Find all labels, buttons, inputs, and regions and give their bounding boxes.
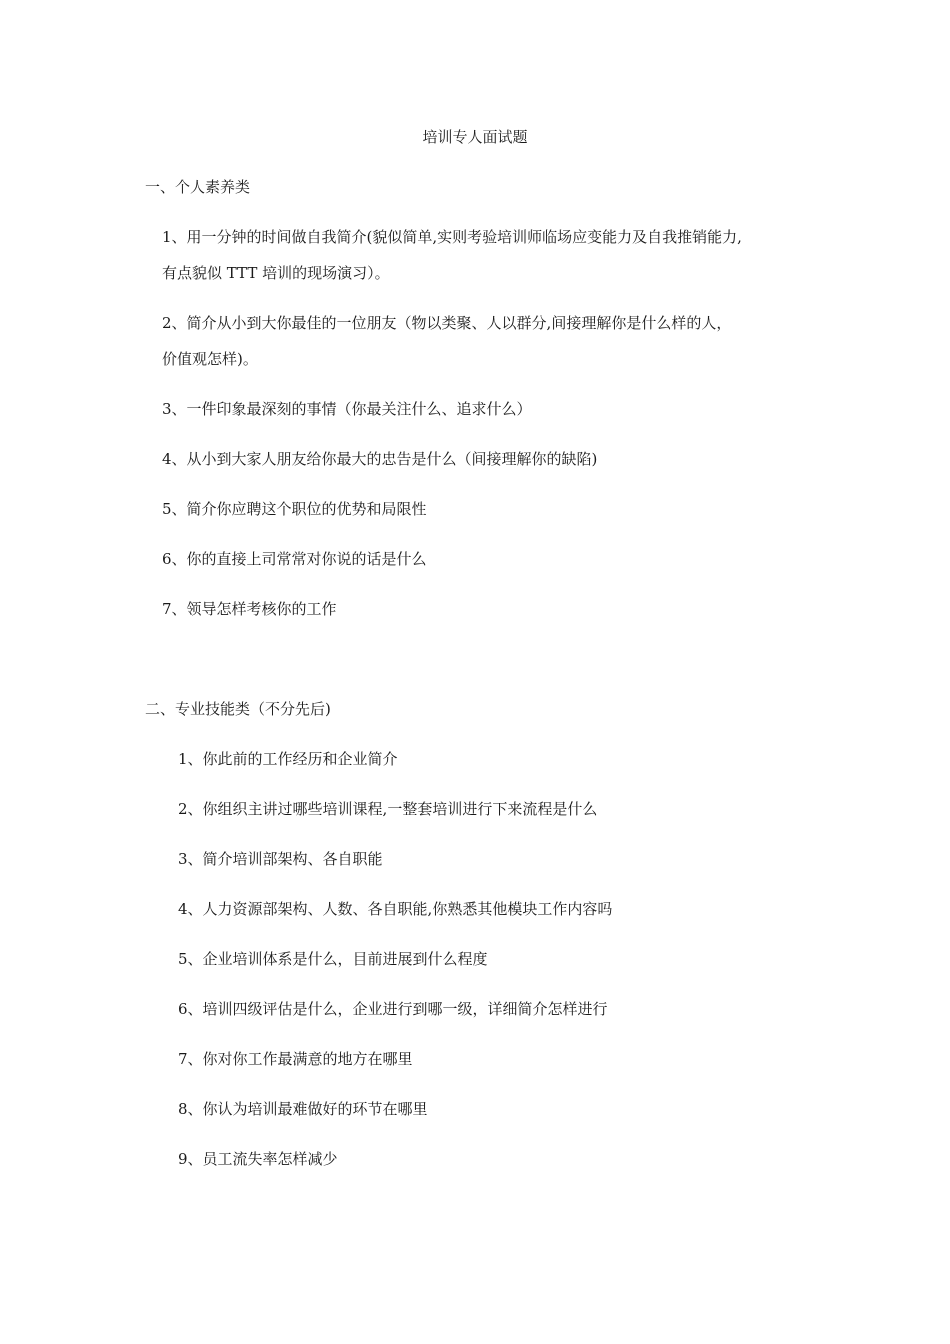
list-item: 8、你认为培训最难做好的环节在哪里 — [178, 1100, 428, 1118]
item-text-continued: 价值观怎样)。 — [162, 350, 258, 368]
section-heading-personal: 一、个人素养类 — [145, 178, 251, 196]
list-item — [162, 226, 742, 284]
list-item — [162, 448, 597, 470]
list-item — [162, 598, 337, 620]
list-item: 6、培训四级评估是什么，企业进行到哪一级，详细简介怎样进行 — [178, 1000, 608, 1018]
list-item: 5、企业培训体系是什么，目前进展到什么程度 — [178, 950, 488, 968]
list-item: 7、你对你工作最满意的地方在哪里 — [178, 1050, 413, 1068]
list-item — [162, 398, 532, 420]
list-item: 9、员工流失率怎样减少 — [178, 1150, 338, 1168]
list-item — [162, 312, 731, 370]
item-text: 1、用一分钟的时间做自我简介(貌似简单,实则考验培训师临场应变能力及自我推销能力, — [162, 228, 742, 246]
item-text: 6、你的直接上司常常对你说的话是什么 — [162, 550, 427, 568]
item-text-continued: 有点貌似 TTT 培训的现场演习）。 — [162, 264, 390, 282]
item-text: 3、一件印象最深刻的事情（你最关注什么、追求什么） — [162, 400, 532, 418]
item-text: 7、领导怎样考核你的工作 — [162, 600, 337, 618]
item-text: 4、从小到大家人朋友给你最大的忠告是什么（间接理解你的缺陷) — [162, 450, 598, 468]
list-item: 2、你组织主讲过哪些培训课程,一整套培训进行下来流程是什么 — [178, 800, 598, 818]
list-item: 1、你此前的工作经历和企业简介 — [178, 750, 398, 768]
item-text: 5、简介你应聘这个职位的优势和局限性 — [162, 500, 427, 518]
list-item — [162, 498, 427, 520]
item-text: 2、简介从小到大你最佳的一位朋友（物以类聚、人以群分,间接理解你是什么样的人， — [162, 314, 732, 332]
document-title: 培训专人面试题 — [422, 128, 528, 146]
list-item — [162, 548, 427, 570]
section-heading-professional: 二、专业技能类（不分先后) — [145, 700, 331, 718]
list-item: 3、简介培训部架构、各自职能 — [178, 850, 383, 868]
list-item: 4、人力资源部架构、人数、各自职能,你熟悉其他模块工作内容吗 — [178, 900, 613, 918]
